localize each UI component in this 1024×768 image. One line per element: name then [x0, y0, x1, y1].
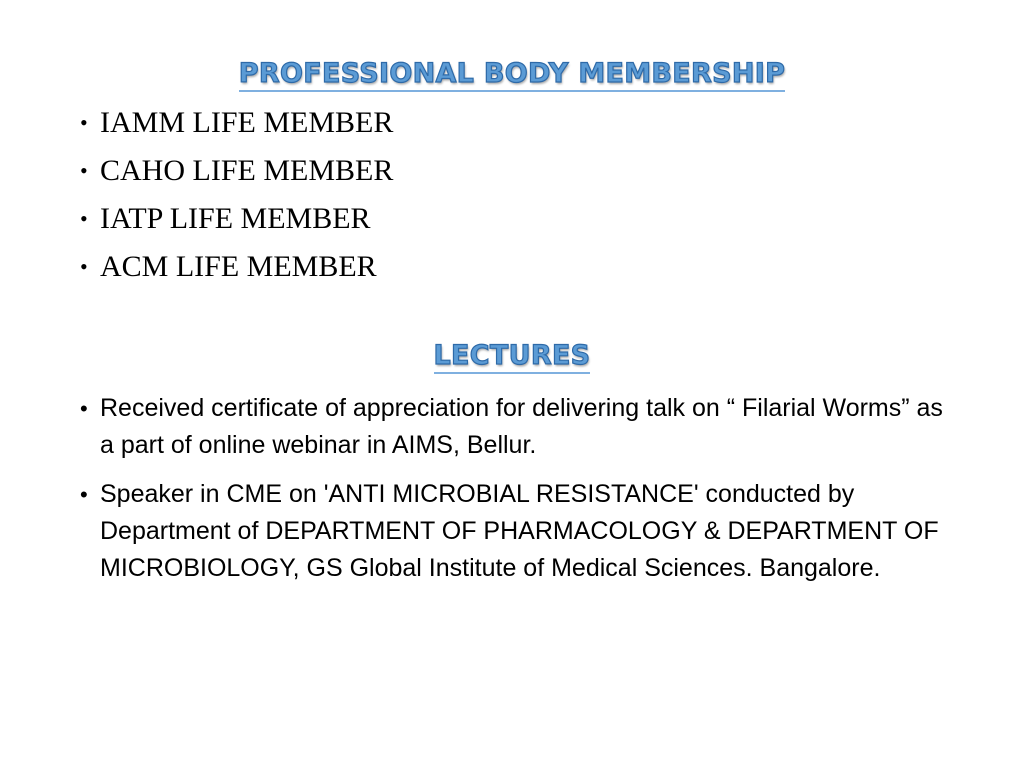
bullet-icon: • — [80, 158, 88, 183]
list-item — [80, 476, 960, 587]
membership-list — [80, 104, 393, 296]
lectures-list — [80, 390, 960, 599]
membership-item-text: IATP LIFE MEMBER — [100, 202, 371, 235]
lectures-heading — [0, 342, 1024, 369]
list-item — [80, 152, 393, 200]
membership-heading-text: PROFESSIONAL BODY MEMBERSHIP — [239, 58, 785, 92]
membership-item-text: ACM LIFE MEMBER — [100, 250, 377, 283]
lecture-item-text: Received certificate of appreciation for delivering talk on “ Filarial Worms” as a part of online webinar in AIMS, Bellur. — [100, 394, 943, 459]
bullet-icon: • — [80, 110, 88, 135]
membership-heading — [0, 60, 1024, 87]
lectures-heading-text: LECTURES — [434, 340, 591, 374]
list-item — [80, 390, 960, 464]
bullet-icon: • — [80, 396, 88, 421]
membership-item-text: IAMM LIFE MEMBER — [100, 106, 394, 139]
bullet-icon: • — [80, 482, 88, 507]
bullet-icon: • — [80, 254, 88, 279]
lecture-item-text: Speaker in CME on 'ANTI MICROBIAL RESISTANCE' conducted by Department of DEPARTMENT OF PHARMACOLOGY & DEPARTMENT OF MICROBIOLOGY, GS Global Institute of Medical Sciences. Bangalore. — [100, 480, 939, 582]
list-item — [80, 200, 393, 248]
list-item — [80, 248, 393, 296]
bullet-icon: • — [80, 206, 88, 231]
membership-item-text: CAHO LIFE MEMBER — [100, 154, 394, 187]
list-item — [80, 104, 393, 152]
